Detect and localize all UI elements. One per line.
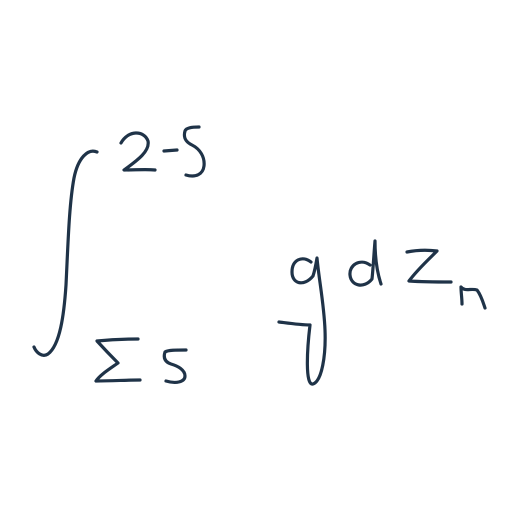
upper-limit-five-stroke (184, 127, 204, 176)
differential-d-stroke (350, 241, 381, 285)
integrand-g-stroke (279, 258, 325, 384)
upper-limit-two-stroke (121, 133, 155, 170)
lower-limit-sigma-stroke (96, 339, 140, 381)
integral-sign-stroke (34, 151, 97, 355)
differential-z-stroke (407, 250, 451, 282)
upper-limit-minus-stroke (164, 150, 177, 151)
subscript-n-stroke (461, 287, 485, 308)
lower-limit-five-stroke (164, 350, 186, 382)
